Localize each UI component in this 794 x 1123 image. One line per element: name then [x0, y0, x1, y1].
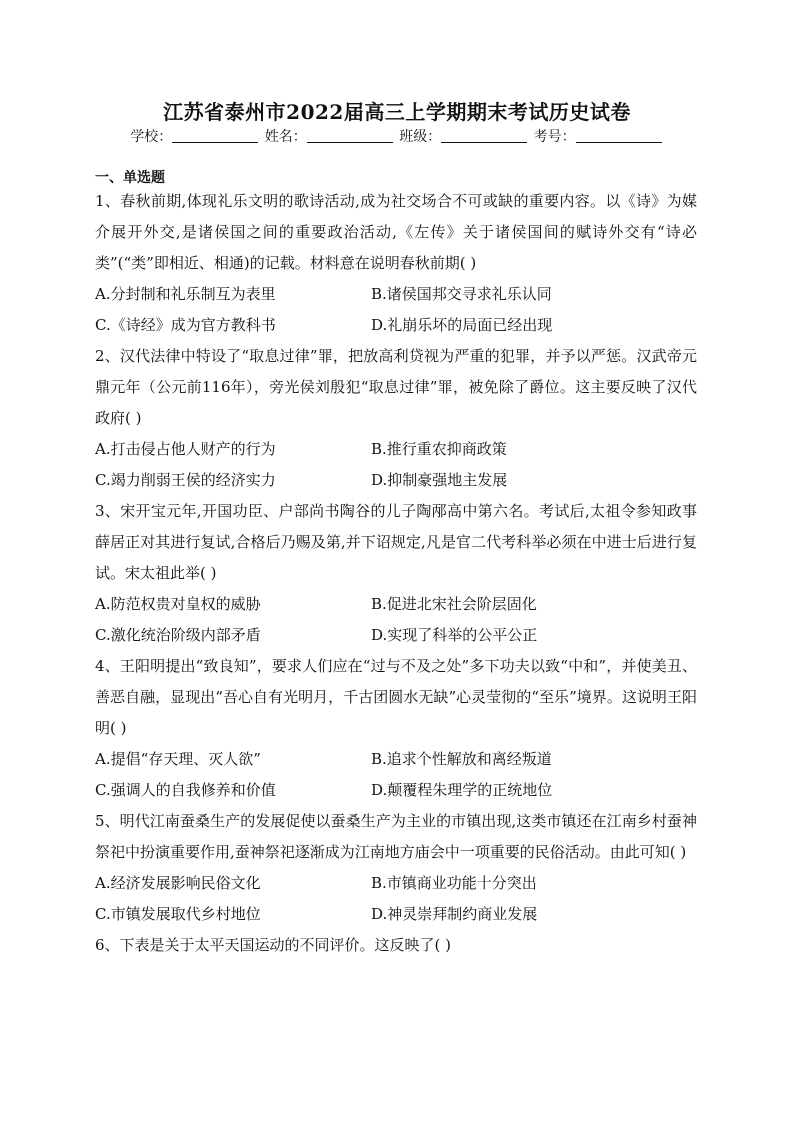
option-grid	[95, 868, 697, 930]
name-blank[interactable]	[307, 128, 393, 143]
option-grid	[95, 279, 697, 341]
question-4	[95, 651, 697, 806]
student-info-line	[0, 126, 794, 146]
question-stem: 3、宋开宝元年,开国功臣、户部尚书陶谷的儿子陶邴高中第六名。考试后,太祖令参知政事薛居正对其进行复试,合格后乃赐及第,并下诏规定,凡是官二代考科举必须在中进士后进行复试。宋太祖此举( )	[95, 502, 697, 582]
name-label: 姓名：	[264, 129, 307, 145]
option-b[interactable]: B.追求个性解放和离经叛道	[371, 750, 552, 768]
option-d[interactable]: D.礼崩乐坏的局面已经出现	[371, 316, 553, 334]
exam-number-blank[interactable]	[576, 128, 662, 143]
question-3	[95, 496, 697, 651]
option-a[interactable]: A.经济发展影响民俗文化	[95, 874, 261, 892]
option-d[interactable]: D.抑制豪强地主发展	[371, 471, 508, 489]
option-grid	[95, 744, 697, 806]
question-list	[95, 186, 697, 961]
option-b[interactable]: B.推行重农抑商政策	[371, 440, 507, 458]
option-grid	[95, 434, 697, 496]
option-c[interactable]: C.竭力削弱王侯的经济实力	[95, 471, 276, 489]
question-stem: 1、春秋前期,体现礼乐文明的歌诗活动,成为社交场合不可或缺的重要内容。以《诗》为媒介展开外交,是诸侯国之间的重要政治活动,《左传》关于诸侯国间的赋诗外交有“诗必类”(“类”即相近、相通)的记载。材料意在说明春秋前期( )	[95, 192, 697, 272]
option-a[interactable]: A.分封制和礼乐制互为表里	[95, 285, 276, 303]
question-stem: 4、王阳明提出“致良知”，要求人们应在“过与不及之处”多下功夫以致“中和”，并使美丑、善恶自融，显现出“吾心自有光明月，千古团圆水无缺”心灵莹彻的“至乐”境界。这说明王阳明( )	[95, 657, 697, 737]
class-label: 班级：	[399, 129, 442, 145]
question-stem: 5、明代江南蚕桑生产的发展促使以蚕桑生产为主业的市镇出现,这类市镇还在江南乡村蚕神祭祀中扮演重要作用,蚕神祭祀逐渐成为江南地方庙会中一项重要的民俗活动。由此可知( )	[95, 812, 697, 861]
option-b[interactable]: B.市镇商业功能十分突出	[371, 874, 537, 892]
question-5	[95, 806, 697, 930]
section-title: 一、单选题	[95, 170, 165, 186]
option-d[interactable]: D.颠覆程朱理学的正统地位	[371, 781, 553, 799]
option-b[interactable]: B.促进北宋社会阶层固化	[371, 595, 537, 613]
school-label: 学校：	[130, 129, 173, 145]
option-d[interactable]: D.神灵崇拜制约商业发展	[371, 905, 538, 923]
school-blank[interactable]	[172, 128, 258, 143]
page-title: 江苏省泰州市2022届高三上学期期末考试历史试卷	[163, 100, 631, 124]
option-a[interactable]: A.防范权贵对皇权的威胁	[95, 595, 261, 613]
option-a[interactable]: A.提倡“存天理、灭人欲”	[95, 750, 261, 768]
question-stem: 2、汉代法律中特设了“取息过律”罪，把放高利贷视为严重的犯罪，并予以严惩。汉武帝元鼎元年（公元前116年），旁光侯刘殷犯“取息过律”罪，被免除了爵位。这主要反映了汉代政府( )	[95, 347, 697, 427]
class-blank[interactable]	[441, 128, 527, 143]
question-1	[95, 186, 697, 341]
question-6	[95, 930, 697, 961]
option-grid	[95, 589, 697, 651]
question-2	[95, 341, 697, 496]
option-c[interactable]: C.《诗经》成为官方教科书	[95, 316, 276, 334]
option-c[interactable]: C.激化统治阶级内部矛盾	[95, 626, 261, 644]
option-c[interactable]: C.市镇发展取代乡村地位	[95, 905, 261, 923]
exam-number-label: 考号：	[533, 129, 576, 145]
question-stem: 6、下表是关于太平天国运动的不同评价。这反映了( )	[95, 936, 452, 954]
option-d[interactable]: D.实现了科举的公平公正	[371, 626, 538, 644]
option-b[interactable]: B.诸侯国邦交寻求礼乐认同	[371, 285, 552, 303]
option-a[interactable]: A.打击侵占他人财产的行为	[95, 440, 276, 458]
option-c[interactable]: C.强调人的自我修养和价值	[95, 781, 276, 799]
